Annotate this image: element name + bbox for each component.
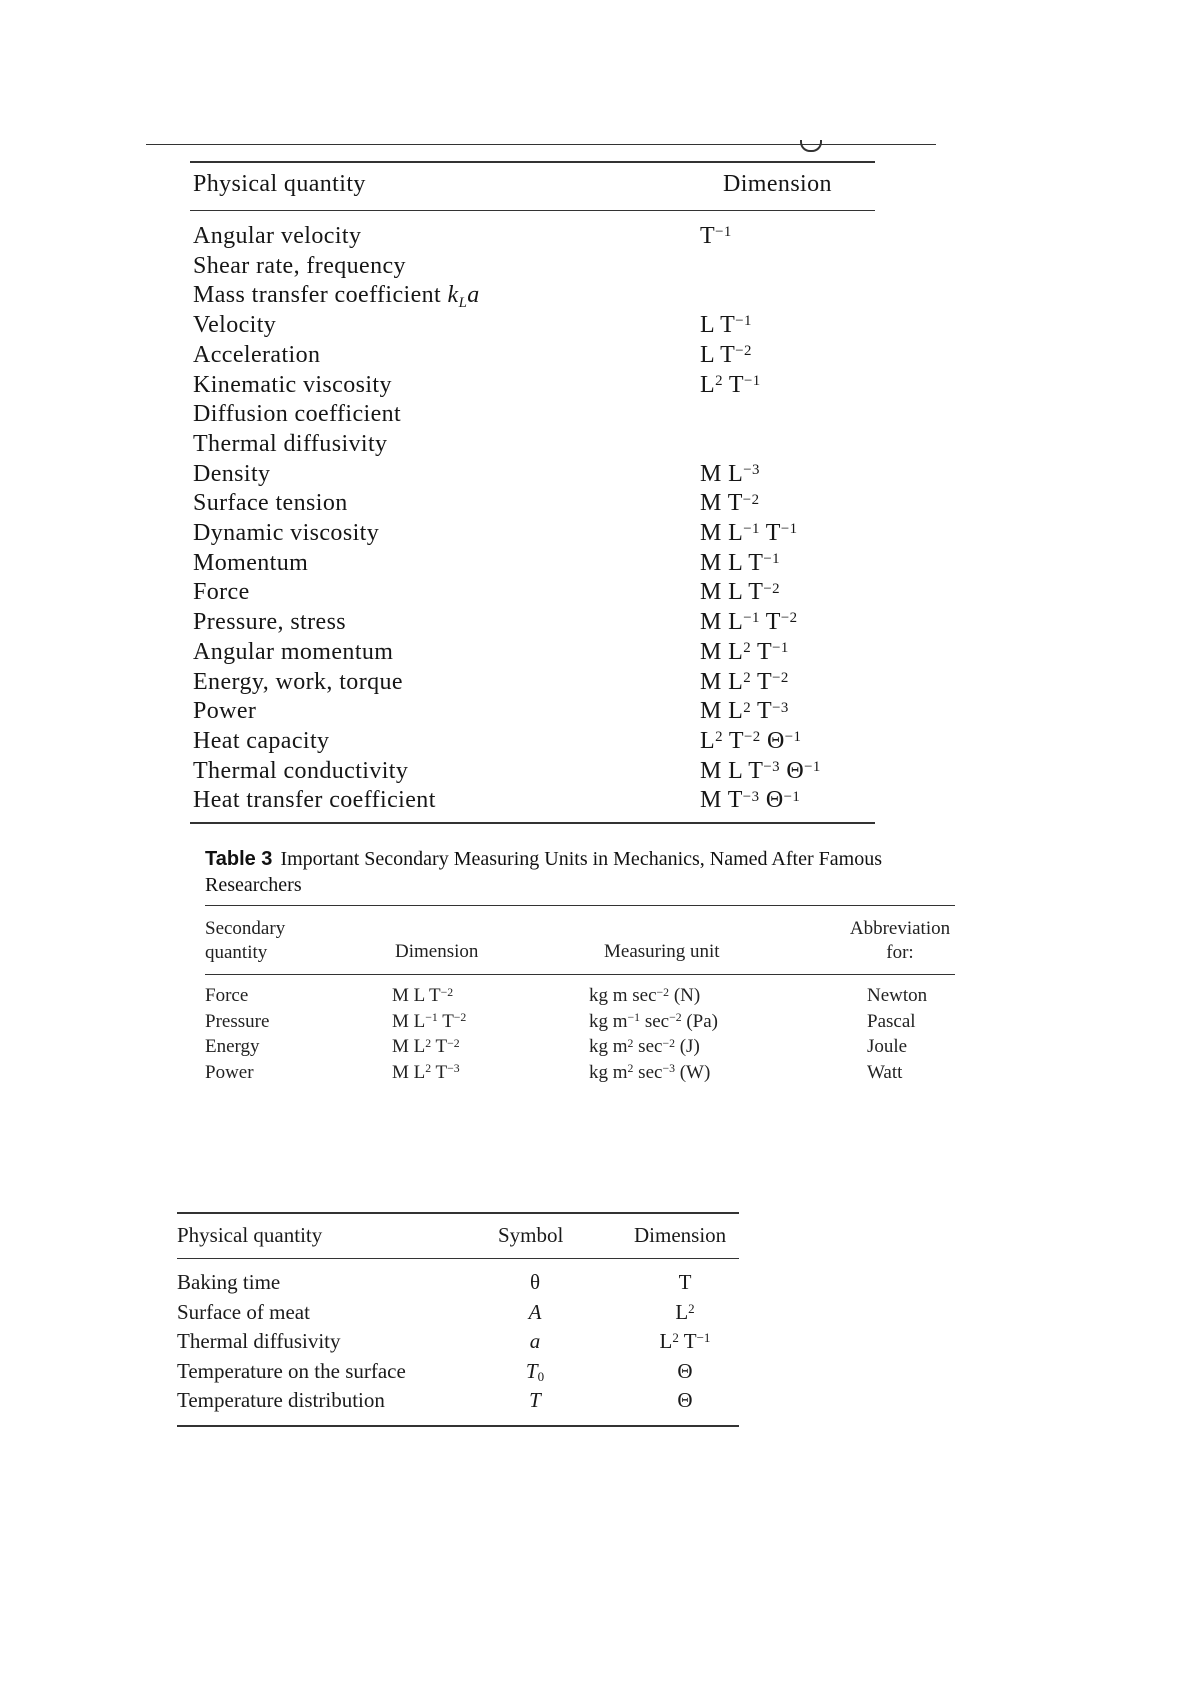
table-2-unit: kg $m^2$ $\sec^{-3} (W)$ xyxy=(589,1061,711,1083)
table-2-abbr: Newton xyxy=(867,985,928,1006)
table-1-quantity: Pressure, stress xyxy=(193,609,347,636)
table-2-header-abbr: Abbreviation for: xyxy=(849,918,951,963)
table-1-dimension: $T^{-1}$ xyxy=(700,223,732,249)
table-2-caption-text: Important Secondary Measuring Units in Mechanics, Named After Famous Researchers xyxy=(205,848,882,896)
table-1-quantity: Surface tension xyxy=(193,490,348,517)
table-3-header-rule xyxy=(177,1258,739,1259)
table-3-symbol: A xyxy=(528,1299,542,1324)
table-3-header-quantity: Physical quantity xyxy=(177,1223,323,1247)
table-3-bottom-rule xyxy=(177,1425,739,1427)
table-1-quantity: Thermal conductivity xyxy=(193,757,409,784)
table-1-dimension: M L $T^{-1}$ xyxy=(700,549,780,576)
table-3-quantity: Surface of meat xyxy=(177,1299,310,1324)
table-1-dimension: $L^2$ $T^{-1}$ xyxy=(700,371,761,398)
table-2-unit: kg m $\sec^{-2} (N)$ xyxy=(589,985,701,1006)
table-2-dimension: M $L^{-1}$ $T^{-2}$ xyxy=(392,1010,467,1032)
table-2-caption-label: Table 3 xyxy=(205,848,273,870)
table-2-quantity: Force xyxy=(205,985,249,1006)
table-3-dimension: T xyxy=(678,1270,692,1294)
table-1-top-rule xyxy=(190,161,875,163)
table-1-quantity: Mass transfer coefficient $k_La$ xyxy=(193,282,480,311)
table-2-header-quantity: Secondary quantity xyxy=(205,918,286,963)
table-1-dimension: M $L^2$ $T^{-2}$ xyxy=(700,668,789,695)
table-1-quantity: Heat transfer coefficient xyxy=(193,787,436,814)
table-3-dimension: $L^2$ $T^{-1}$ xyxy=(659,1329,711,1353)
table-1-quantity: Heat capacity xyxy=(193,727,330,754)
table-1-quantity: Shear rate, frequency xyxy=(193,252,406,279)
table-3-symbol: T xyxy=(529,1388,541,1412)
table-1-dimension: M L $T^{-2}$ xyxy=(700,579,780,606)
table-3-quantity: Temperature distribution xyxy=(177,1388,385,1412)
table-3-quantity: Thermal diffusivity xyxy=(177,1329,341,1353)
table-1-quantity: Density xyxy=(193,460,271,487)
table-1-header-dimension: Dimension xyxy=(723,171,832,197)
table-2-dimension: M $L^2$ $T^{-3}$ xyxy=(392,1061,460,1083)
table-1-dimension: $L^2$ $T^{-2}$ $\Theta^{-1}$ xyxy=(700,727,802,754)
table-2-dimension: M $L^2$ $T^{-2}$ xyxy=(392,1036,460,1057)
table-1-quantity: Energy, work, torque xyxy=(193,668,403,695)
table-1-header-rule xyxy=(190,210,875,211)
table-3-header-symbol: Symbol xyxy=(498,1223,564,1247)
table-2-quantity: Energy xyxy=(205,1036,260,1057)
table-1-quantity: Thermal diffusivity xyxy=(193,430,388,457)
table-2-quantity: Power xyxy=(205,1061,254,1083)
table-3-symbol: θ xyxy=(529,1270,541,1294)
table-1-quantity: Power xyxy=(193,698,257,725)
table-2-dimension: M L $T^{-2}$ xyxy=(392,985,454,1006)
table-1-dimension: L $T^{-1}$ xyxy=(700,312,752,339)
table-1-quantity: Dynamic viscosity xyxy=(193,520,380,546)
table-1-dimension: M L $T^{-3}$ $\Theta^{-1}$ xyxy=(700,757,821,784)
table-1-dimension: M $T^{-2}$ xyxy=(700,490,760,517)
table-3-top-rule xyxy=(177,1212,739,1214)
table-1-bottom-rule xyxy=(190,822,875,824)
table-3-quantity: Baking time xyxy=(177,1270,281,1294)
table-3-dimension: $L^2$ xyxy=(675,1299,695,1324)
table-1-quantity: Acceleration xyxy=(193,341,321,368)
table-3-dimension: Θ xyxy=(677,1388,693,1412)
table-3-quantity: Temperature on the surface xyxy=(177,1358,406,1383)
table-2-header-dimension: Dimension xyxy=(395,941,479,962)
table-2-abbr: Pascal xyxy=(867,1010,916,1032)
table-1-quantity: Velocity xyxy=(193,312,277,339)
table-2-unit: kg $m^{-1}$ $\sec^{-2} (Pa)$ xyxy=(589,1010,719,1032)
table-2-quantity: Pressure xyxy=(205,1010,270,1032)
table-1-dimension: M $L^{-3}$ xyxy=(700,460,760,487)
table-1-dimension: M $L^2$ $T^{-3}$ xyxy=(700,698,789,725)
table-2-header-unit: Measuring unit xyxy=(604,941,720,962)
table-3-header-dimension: Dimension xyxy=(634,1223,727,1247)
table-2-abbr: Joule xyxy=(867,1036,908,1057)
table-1-quantity: Angular velocity xyxy=(193,223,362,249)
table-2-header-rule xyxy=(205,974,955,975)
table-2-caption xyxy=(205,847,955,899)
table-3-dimension: Θ xyxy=(677,1358,693,1383)
table-1-dimension: L $T^{-2}$ xyxy=(700,341,752,368)
table-1-dimension: M $L^2$ $T^{-1}$ xyxy=(700,638,789,665)
table-2-top-rule xyxy=(205,905,955,906)
table-1-quantity: Momentum xyxy=(193,549,309,576)
table-1-header-quantity: Physical quantity xyxy=(193,171,366,197)
table-1-dimension: M $L^{-1}$ $T^{-1}$ xyxy=(700,520,798,546)
table-1-quantity: Kinematic viscosity xyxy=(193,371,392,398)
page-top-mark xyxy=(800,140,822,152)
table-1-dimension: M $T^{-3}$ $\Theta^{-1}$ xyxy=(700,787,801,814)
table-3-symbol: $T_0$ xyxy=(525,1358,545,1385)
table-1-dimension: M $L^{-1}$ $T^{-2}$ xyxy=(700,609,798,636)
table-3-symbol: a xyxy=(529,1329,541,1353)
table-1-quantity: Angular momentum xyxy=(193,638,394,665)
table-2-abbr: Watt xyxy=(867,1061,903,1083)
table-1-quantity: Diffusion coefficient xyxy=(193,401,402,428)
table-1-quantity: Force xyxy=(193,579,250,606)
table-2-unit: kg $m^2$ $\sec^{-2} (J)$ xyxy=(589,1036,700,1057)
